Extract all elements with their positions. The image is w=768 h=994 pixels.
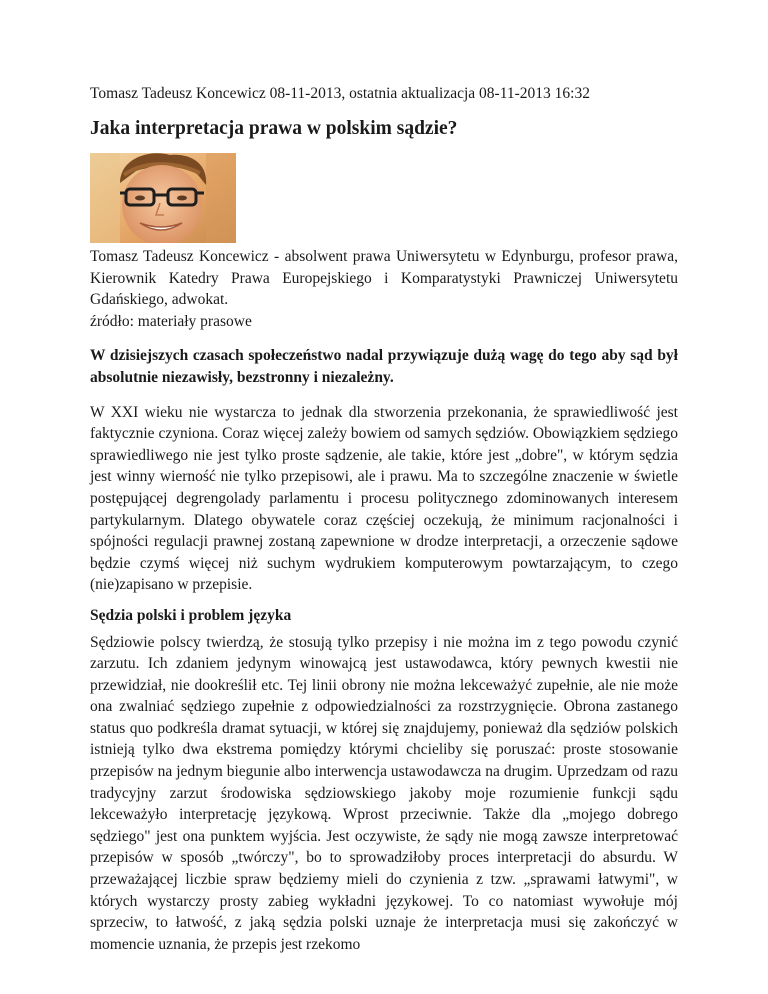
photo-source: źródło: materiały prasowe: [90, 312, 252, 330]
author-photo: [90, 153, 236, 243]
article-meta: Tomasz Tadeusz Koncewicz 08-11-2013, ostatnia aktualizacja 08-11-2013 16:32: [90, 85, 590, 102]
article-title: Jaka interpretacja prawa w polskim sądzie?: [90, 118, 458, 139]
author-description: Tomasz Tadeusz Koncewicz - absolwent prawa Uniwersytetu w Edynburgu, profesor prawa, Kierownik Katedry Prawa Europejskiego i Komparatystyki Prawniczej Uniwersytetu Gdańskiego, adwokat.: [90, 248, 678, 309]
author-bio: [90, 246, 678, 332]
body-paragraph-2: Sędziowie polscy twierdzą, że stosują tylko przepisy i nie można im z tego powodu czynić zarzutu. Ich zdaniem jedynym winowajcą jest ustawodawca, który pewnych kwestii nie przewidział, nie dookreślił etc. Tej linii obrony nie można lekceważyć zupełnie, ale nie może ona zwalniać sędziego zupełnie z odpowiedzialności za rozstrzygnięcie. Obrona zastanego status quo podkreśla dramat sytuacji, w której się znajdujemy, ponieważ dla sędziów polskich istnieją tylko dwa ekstrema pomiędzy którymi chcieliby się poruszać: proste stosowanie przepisów na jednym biegunie albo interwencja ustawodawcza na drugim. Uprzedzam od razu tradycyjny zarzut środowiska sędziowskiego jakoby moje rozumienie funkcji sądu lekceważyło interpretację językową. Wprost przeciwnie. Także dla „mojego dobrego sędziego" jest ona punktem wyjścia. Jest oczywiste, że sądy nie mogą zawsze interpretować przepisów w sposób „twórczy", bo to sprowadziłoby proces interpretacji do absurdu. W przeważającej liczbie spraw będziemy mieli do czynienia z tzw. „sprawami łatwymi", w których wystarczy prosty zabieg wykładni językowej. To co natomiast wywołuje mój sprzeciw, to łatwość, z jaką sędzia polski uznaje że interpretacja musi się zakończyć w momencie uznania, że przepis jest rzekomo: [90, 633, 678, 953]
section-heading: Sędzia polski i problem języka: [90, 606, 292, 624]
lead-paragraph: W dzisiejszych czasach społeczeństwo nadal przywiązuje dużą wagę do tego aby sąd był absolutnie niezawisły, bezstronny i niezależny.: [90, 347, 678, 386]
body-paragraph-1: W XXI wieku nie wystarcza to jednak dla stworzenia przekonania, że sprawiedliwość jest faktycznie czyniona. Coraz więcej zależy bowiem od samych sędziów. Obowiązkiem sędziego sprawiedliwego nie jest tylko proste sądzenie, ale takie, które jest „dobre", w którym sędzia jest winny wierność nie tylko przepisowi, ale i prawu. Ma to szczególne znaczenie w świetle postępującej degrengolady parlamentu i procesu politycznego zdominowanych interesem partykularnym. Dlatego obywatele coraz częściej oczekują, że minimum racjonalności i spójności regulacji prawnej zostaną zapewnione w drodze interpretacji, a orzeczenie sądowe będzie czymś więcej niż suchym wydrukiem komputerowym powtarzającym, to czego (nie)zapisano w przepisie.: [90, 403, 678, 594]
